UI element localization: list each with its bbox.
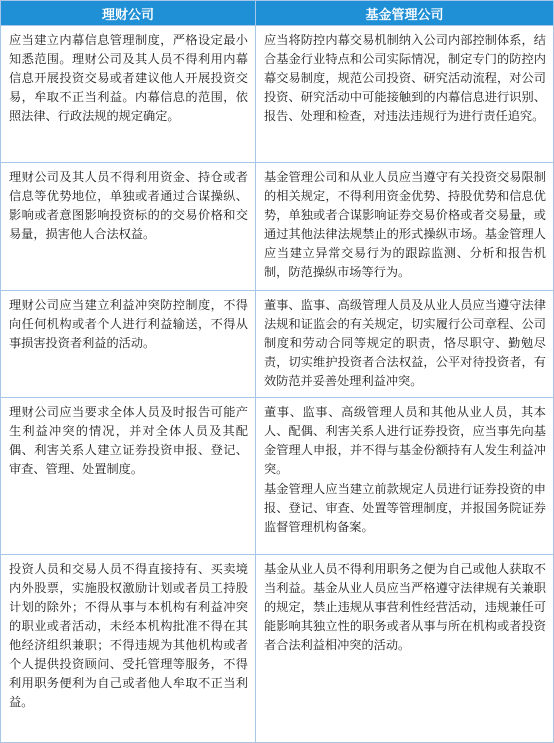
cell-text: 基金管理公司和从业人员应当遵守有关投资交易限制的相关规定，不得利用资金优势、持股优势和信息优势，单独或者合谋影响证券交易价格或者交易量，或通过其他法律法规禁止的形式操纵市场。基金管理人应当建立异常交易行为的跟踪监测、分析和报告机制，防范操纵市场等行为。 — [264, 170, 546, 279]
wealth-company-cell — [1, 163, 256, 291]
wealth-company-cell — [1, 291, 256, 398]
table-row — [1, 291, 554, 398]
column-header-wealth-company: 理财公司 — [1, 1, 256, 26]
cell-text: 董事、监事、高级管理人员及从业人员应当遵守法律法规和证监会的有关规定，切实履行公司章程、公司制度和劳动合同等规定的职责，恪尽职守、勤勉尽责，切实维护投资者合法权益，公平对待投资者，有效防范并妥善处理利益冲突。 — [264, 298, 546, 388]
fund-company-cell — [256, 291, 554, 398]
cell-text: 应当建立内幕信息管理制度，严格设定最小知悉范围。理财公司及其人员不得利用内幕信息开展投资交易或者建议他人开展投资交易，牟取不正当利益。内幕信息的范围，依照法律、行政法规的规定确定。 — [9, 33, 248, 123]
fund-company-cell — [256, 26, 554, 163]
fund-company-cell — [256, 398, 554, 555]
cell-text: 投资人员和交易人员不得直接持有、买卖境内外股票，实施股权激励计划或者员工持股计划的除外；不得从事与本机构有利益冲突的职业或者活动，未经本机构批准不得在其他经济组织兼职；不得违规为其他机构或者个人提供投资顾问、受托管理等服务，不得利用职务便利为自己或者他人牟取不正当利益。 — [9, 562, 248, 709]
table-row — [1, 26, 554, 163]
header-row — [1, 1, 554, 26]
cell-text: 基金从业人员不得利用职务之便为自己或他人获取不当利益。基金从业人员应当严格遵守法律规有关兼职的规定，禁止违规从事营利性经营活动，违规兼任可能影响其独立性的职务或者从事与所在机构或者投资者合法利益相冲突的活动。 — [264, 562, 546, 652]
cell-text: 应当将防控内幕交易机制纳入公司内部控制体系，结合基金行业特点和公司实际情况，制定专门的防控内幕交易制度，规范公司投资、研究活动流程，对公司投资、研究活动中可能接触到的内幕信息进行识别、报告、处理和检查，对违法违规行为进行责任追究。 — [264, 33, 546, 123]
cell-text: 理财公司应当要求全体人员及时报告可能产生利益冲突的情况，并对全体人员及其配偶、利害关系人建立证券投资申报、登记、审查、管理、处置制度。 — [9, 405, 248, 476]
cell-text: 基金管理人应当建立前款规定人员进行证券投资的申报、登记、审查、处置等管理制度，并报国务院证券监督管理机构备案。 — [264, 482, 546, 534]
wealth-company-cell — [1, 26, 256, 163]
wealth-company-cell — [1, 398, 256, 555]
fund-company-cell — [256, 555, 554, 743]
table-row — [1, 555, 554, 743]
cell-text: 董事、监事、高级管理人员和其他从业人员，其本人、配偶、利害关系人进行证券投资，应当事先向基金管理人申报，并不得与基金份额持有人发生利益冲突。 — [264, 405, 546, 476]
wealth-company-cell — [1, 555, 256, 743]
table-row — [1, 163, 554, 291]
cell-text: 理财公司应当建立利益冲突防控制度，不得向任何机构或者个人进行利益输送，不得从事损害投资者利益的活动。 — [9, 298, 248, 350]
fund-company-cell — [256, 163, 554, 291]
cell-text: 理财公司及其人员不得利用资金、持仓或者信息等优势地位，单独或者通过合谋操纵、影响或者意图影响投资标的的交易价格和交易量，损害他人合法权益。 — [9, 170, 248, 241]
table-row — [1, 398, 554, 555]
column-header-fund-company: 基金管理公司 — [256, 1, 554, 26]
